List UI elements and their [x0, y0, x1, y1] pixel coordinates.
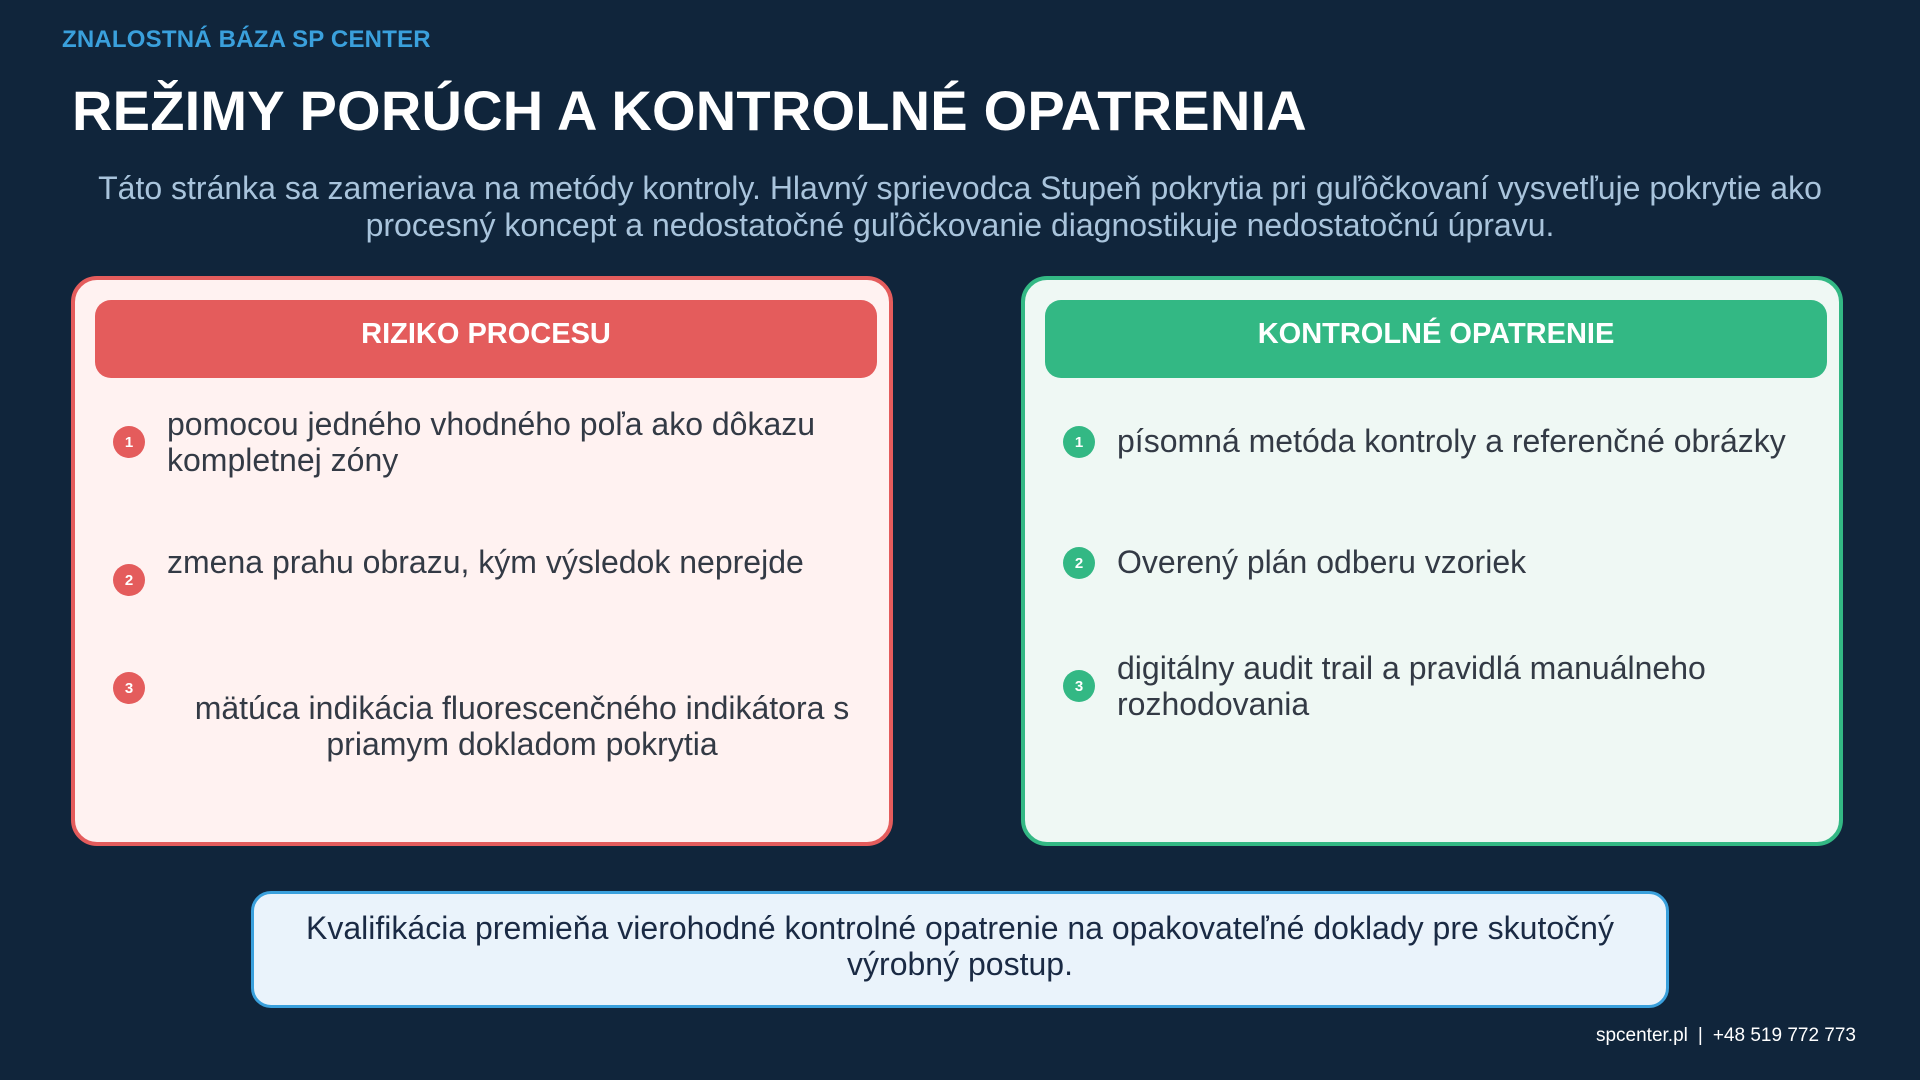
summary-text: Kvalifikácia premieňa vierohodné kontrolné opatrenie na opakovateľné doklady pre skutočný výrobný postup. — [306, 909, 1614, 982]
control-panel-heading: KONTROLNÉ OPATRENIE — [1045, 300, 1827, 378]
contact-separator: | — [1697, 1025, 1703, 1046]
risk-item-1-badge: 1 — [113, 426, 145, 458]
risk-item-3-badge: 3 — [113, 672, 145, 704]
intro-text: Táto stránka sa zameriava na metódy kontroly. Hlavný sprievodca Stupeň pokrytia pri guľôčkovaní vysvetľuje pokrytie ako procesný koncept a nedostatočné guľôčkovanie diagnostikuje nedostatočnú úpravu. — [98, 170, 1822, 243]
summary-box — [251, 891, 1669, 1008]
risk-item-2-badge: 2 — [113, 564, 145, 596]
kicker-label: ZNALOSTNÁ BÁZA SP CENTER — [62, 26, 431, 53]
risk-panel-heading: RIZIKO PROCESU — [95, 300, 877, 378]
website-link[interactable]: spcenter.pl — [1595, 1025, 1688, 1046]
control-item-3-text: digitálny audit trail a pravidlá manuálneho rozhodovania — [1117, 650, 1706, 722]
control-panel — [1021, 276, 1843, 846]
phone-number[interactable]: +48 519 772 773 — [1712, 1025, 1856, 1046]
control-item-2-text: Overený plán odberu vzoriek — [1117, 544, 1527, 580]
risk-panel — [71, 276, 893, 846]
control-item-1-text: písomná metóda kontroly a referenčné obrázky — [1117, 423, 1786, 459]
control-item-3-badge: 3 — [1063, 670, 1095, 702]
control-item-1-badge: 1 — [1063, 426, 1095, 458]
risk-item-3-text: mätúca indikácia fluorescenčného indikátora s priamym dokladom pokrytia — [194, 690, 850, 762]
risk-item-2-text: zmena prahu obrazu, kým výsledok neprejde — [167, 544, 804, 580]
contact-info — [1596, 1025, 1856, 1047]
control-item-2-badge: 2 — [1063, 547, 1095, 579]
risk-item-1-text: pomocou jedného vhodného poľa ako dôkazu kompletnej zóny — [167, 406, 816, 478]
page-title: REŽIMY PORÚCH A KONTROLNÉ OPATRENIA — [72, 79, 1307, 142]
